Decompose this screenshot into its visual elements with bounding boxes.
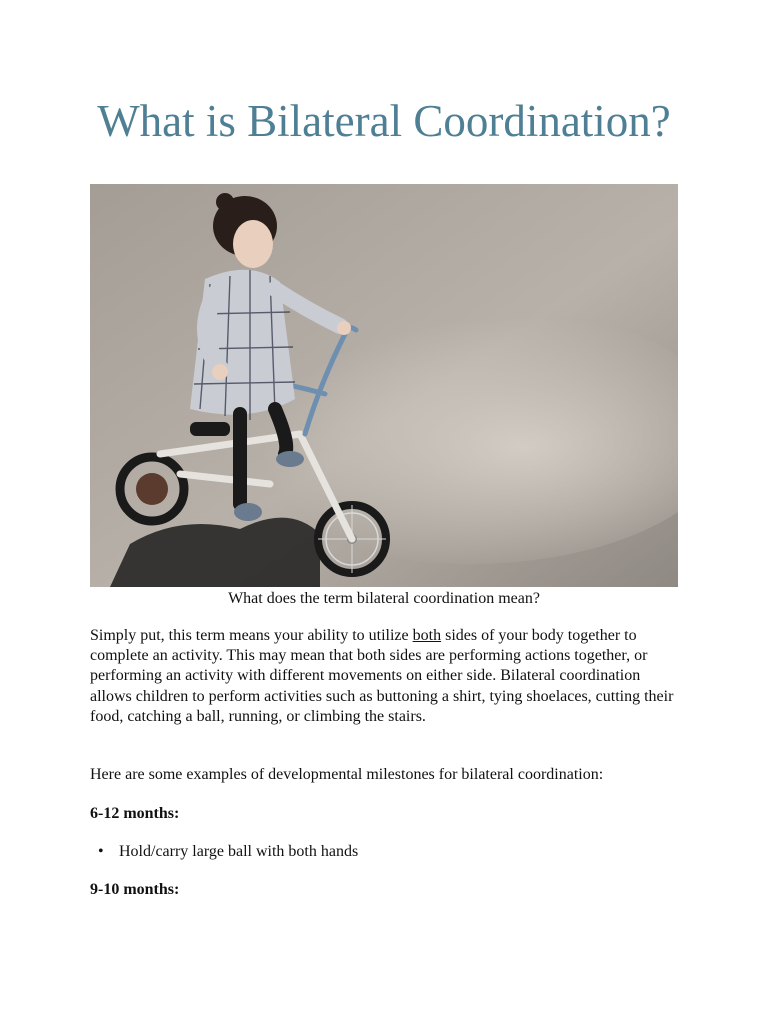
intro-text-end: sides of your body together to complete an activity. This may mean that both sides are performing actions together, or performing an activity with different movements on either side. Bilateral coordination allows children to perform activities such as buttoning a shirt, tying shoelaces, cutting their food, catching a ball, running, or climbing the stairs. — [90, 627, 674, 725]
seat — [190, 422, 230, 436]
milestone-list-6-12-months — [90, 842, 358, 862]
bullet-icon: • — [98, 843, 104, 860]
image-caption: What does the term bilateral coordination mean? — [228, 590, 540, 607]
page-title: What is Bilateral Coordination? — [97, 96, 671, 146]
milestone-item-text: Hold/carry large ball with both hands — [119, 843, 359, 860]
intro-paragraph — [90, 626, 680, 727]
intro-underlined-word: both — [412, 627, 442, 644]
milestone-list-item — [90, 842, 358, 862]
milestone-heading-9-10-months: 9-10 months: — [90, 881, 180, 898]
child-on-tricycle-photo — [90, 184, 678, 587]
photo-illustration — [90, 184, 678, 587]
milestones-intro-paragraph: Here are some examples of developmental milestones for bilateral coordination: — [90, 766, 604, 783]
intro-text-start: Simply put, this term means your ability to utilize — [90, 627, 413, 644]
milestone-heading-6-12-months: 6-12 months: — [90, 805, 180, 822]
